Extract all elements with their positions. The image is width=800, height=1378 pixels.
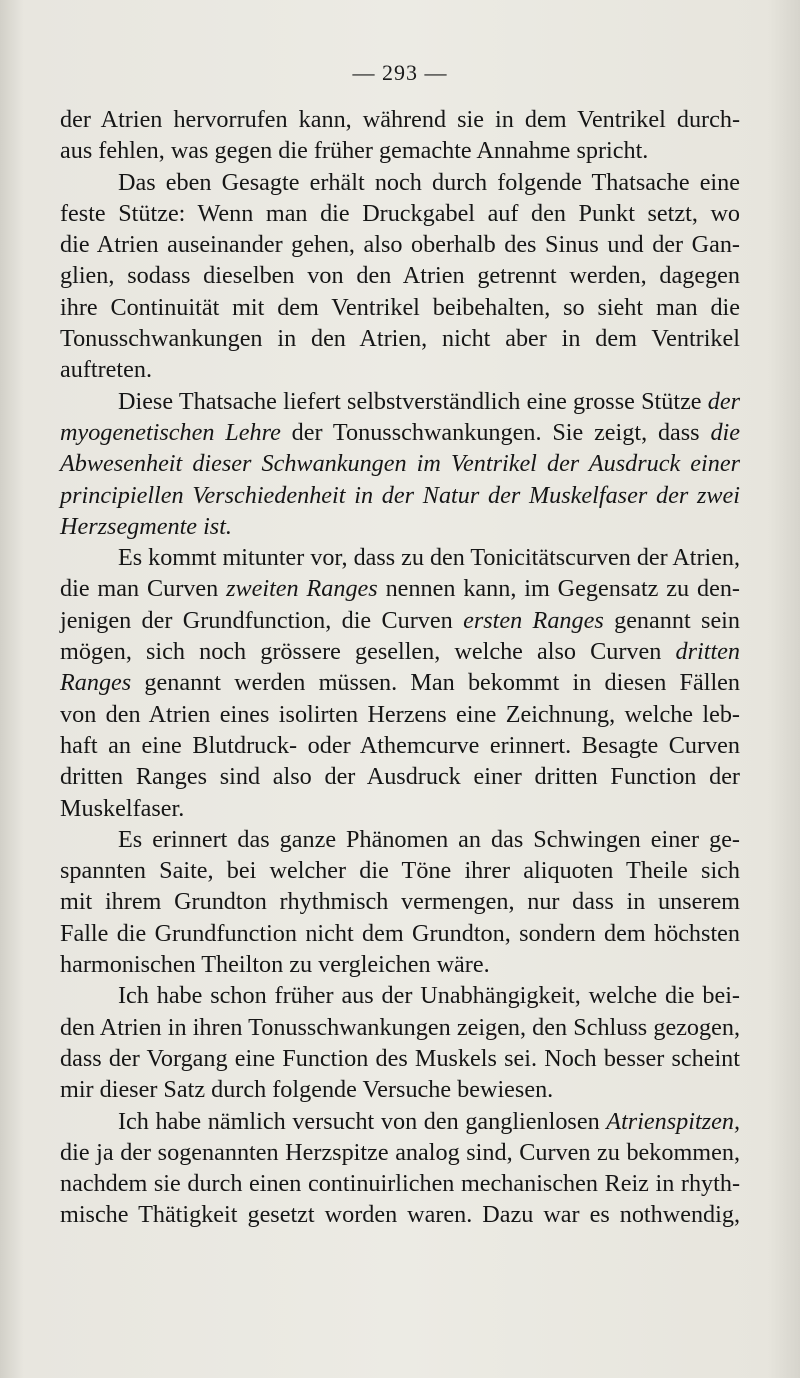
text-line: [60, 229, 740, 260]
text-span: mit ihrem Grundton rhythmisch vermengen, nur dass in unserem: [60, 888, 740, 916]
text-span: von den Atrien eines isolirten Herzens eine Zeichnung, welche leb-: [60, 700, 740, 728]
text-line: [60, 354, 740, 385]
text-line: [60, 480, 740, 511]
text-line: [60, 667, 740, 698]
text-span: jenigen der Grundfunction, die Curven: [60, 606, 464, 634]
text-line: [60, 730, 740, 761]
text-span: genannt werden müssen. Man bekommt in diesen Fällen: [131, 669, 740, 697]
text-line: [60, 260, 740, 291]
text-span: aus fehlen, was gegen die früher gemachte Annahme spricht.: [60, 137, 649, 165]
italic-text: die: [710, 418, 740, 446]
text-line: [60, 793, 740, 824]
italic-text: myogenetischen Lehre: [60, 418, 281, 446]
text-line: [60, 323, 740, 354]
page-number: — 293 —: [352, 60, 448, 85]
text-line: [60, 699, 740, 730]
text-span: Falle die Grundfunction nicht dem Grundton, sondern dem höchsten: [60, 919, 740, 947]
italic-text: Atrienspitzen,: [606, 1107, 740, 1135]
text-span: feste Stütze: Wenn man die Druckgabel auf den Punkt setzt, wo: [60, 199, 740, 227]
italic-text: zweiten Ranges: [226, 575, 378, 603]
text-span: den Atrien in ihren Tonusschwankungen zeigen, den Schluss gezogen,: [60, 1013, 740, 1041]
text-span: nachdem sie durch einen continuirlichen mechanischen Reiz in rhyth-: [60, 1170, 740, 1198]
text-line: [60, 918, 740, 949]
text-span: nennen kann, im Gegensatz zu den-: [377, 575, 740, 603]
text-line: [60, 198, 740, 229]
italic-text: dritten: [675, 638, 740, 666]
text-line: [60, 886, 740, 917]
text-line: [60, 167, 740, 198]
text-span: dritten Ranges sind also der Ausdruck einer dritten Function der: [60, 763, 740, 791]
text-line: [60, 1012, 740, 1043]
text-line: [60, 386, 740, 417]
text-line: [60, 135, 740, 166]
italic-text: Abwesenheit dieser Schwankungen im Ventrikel der Ausdruck einer: [60, 450, 740, 478]
text-span: dass der Vorgang eine Function des Muskels sei. Noch besser scheint: [60, 1044, 740, 1072]
text-line: [60, 1137, 740, 1168]
text-span: harmonischen Theilton zu vergleichen wäre.: [60, 951, 490, 979]
text-span: ihre Continuität mit dem Ventrikel beibehalten, so sieht man die: [60, 293, 740, 321]
text-span: die ja der sogenannten Herzspitze analog sind, Curven zu bekommen,: [60, 1138, 740, 1166]
text-line: [60, 1106, 740, 1137]
body-text: [60, 104, 740, 1231]
text-line: [60, 980, 740, 1011]
text-span: genannt sein: [603, 606, 740, 634]
text-line: [60, 949, 740, 980]
italic-text: der: [707, 387, 740, 415]
text-line: [60, 761, 740, 792]
text-line: [60, 542, 740, 573]
italic-text: ersten Ranges: [463, 606, 604, 634]
italic-text: Herzsegmente ist.: [60, 512, 232, 540]
text-line: [60, 1074, 740, 1105]
text-span: glien, sodass dieselben von den Atrien getrennt werden, dagegen: [60, 262, 740, 290]
text-line: [60, 1199, 740, 1230]
text-span: mögen, sich noch grössere gesellen, welche also Curven: [60, 638, 676, 666]
text-span: mir dieser Satz durch folgende Versuche bewiesen.: [60, 1076, 554, 1104]
text-line: [60, 855, 740, 886]
text-line: [60, 448, 740, 479]
text-line: [60, 417, 740, 448]
text-span: Ich habe schon früher aus der Unabhängigkeit, welche die bei-: [118, 982, 740, 1010]
text-line: [60, 636, 740, 667]
text-line: [60, 292, 740, 323]
text-span: spannten Saite, bei welcher die Töne ihrer aliquoten Theile sich: [60, 857, 740, 885]
text-span: Tonusschwankungen in den Atrien, nicht aber in dem Ventrikel: [60, 325, 740, 353]
text-line: [60, 824, 740, 855]
text-span: auftreten.: [60, 356, 152, 384]
italic-text: Ranges: [60, 669, 132, 697]
text-span: Es kommt mitunter vor, dass zu den Tonicitätscurven der Atrien,: [118, 544, 740, 572]
text-line: [60, 1168, 740, 1199]
text-span: der Atrien hervorrufen kann, während sie in dem Ventrikel durch-: [60, 106, 740, 133]
text-span: Ich habe nämlich versucht von den ganglienlosen: [118, 1107, 607, 1135]
text-line: [60, 573, 740, 604]
text-line: [60, 1043, 740, 1074]
text-span: Diese Thatsache liefert selbstverständlich eine grosse Stütze: [118, 387, 708, 415]
text-span: Es erinnert das ganze Phänomen an das Schwingen einer ge-: [118, 825, 740, 853]
text-span: haft an eine Blutdruck- oder Athemcurve erinnert. Besagte Curven: [60, 731, 740, 759]
text-line: [60, 511, 740, 542]
text-line: [60, 104, 740, 135]
text-span: die Atrien auseinander gehen, also oberhalb des Sinus und der Gan-: [60, 231, 740, 259]
italic-text: principiellen Verschiedenheit in der Natur der Muskelfaser der zwei: [60, 481, 740, 509]
text-span: Das eben Gesagte erhält noch durch folgende Thatsache eine: [118, 168, 740, 196]
text-span: der Tonusschwankungen. Sie zeigt, dass: [280, 418, 711, 446]
text-span: Muskelfaser.: [60, 794, 185, 822]
text-span: die man Curven: [60, 575, 227, 603]
text-line: [60, 605, 740, 636]
text-span: mische Thätigkeit gesetzt worden waren. Dazu war es nothwendig,: [60, 1201, 740, 1229]
